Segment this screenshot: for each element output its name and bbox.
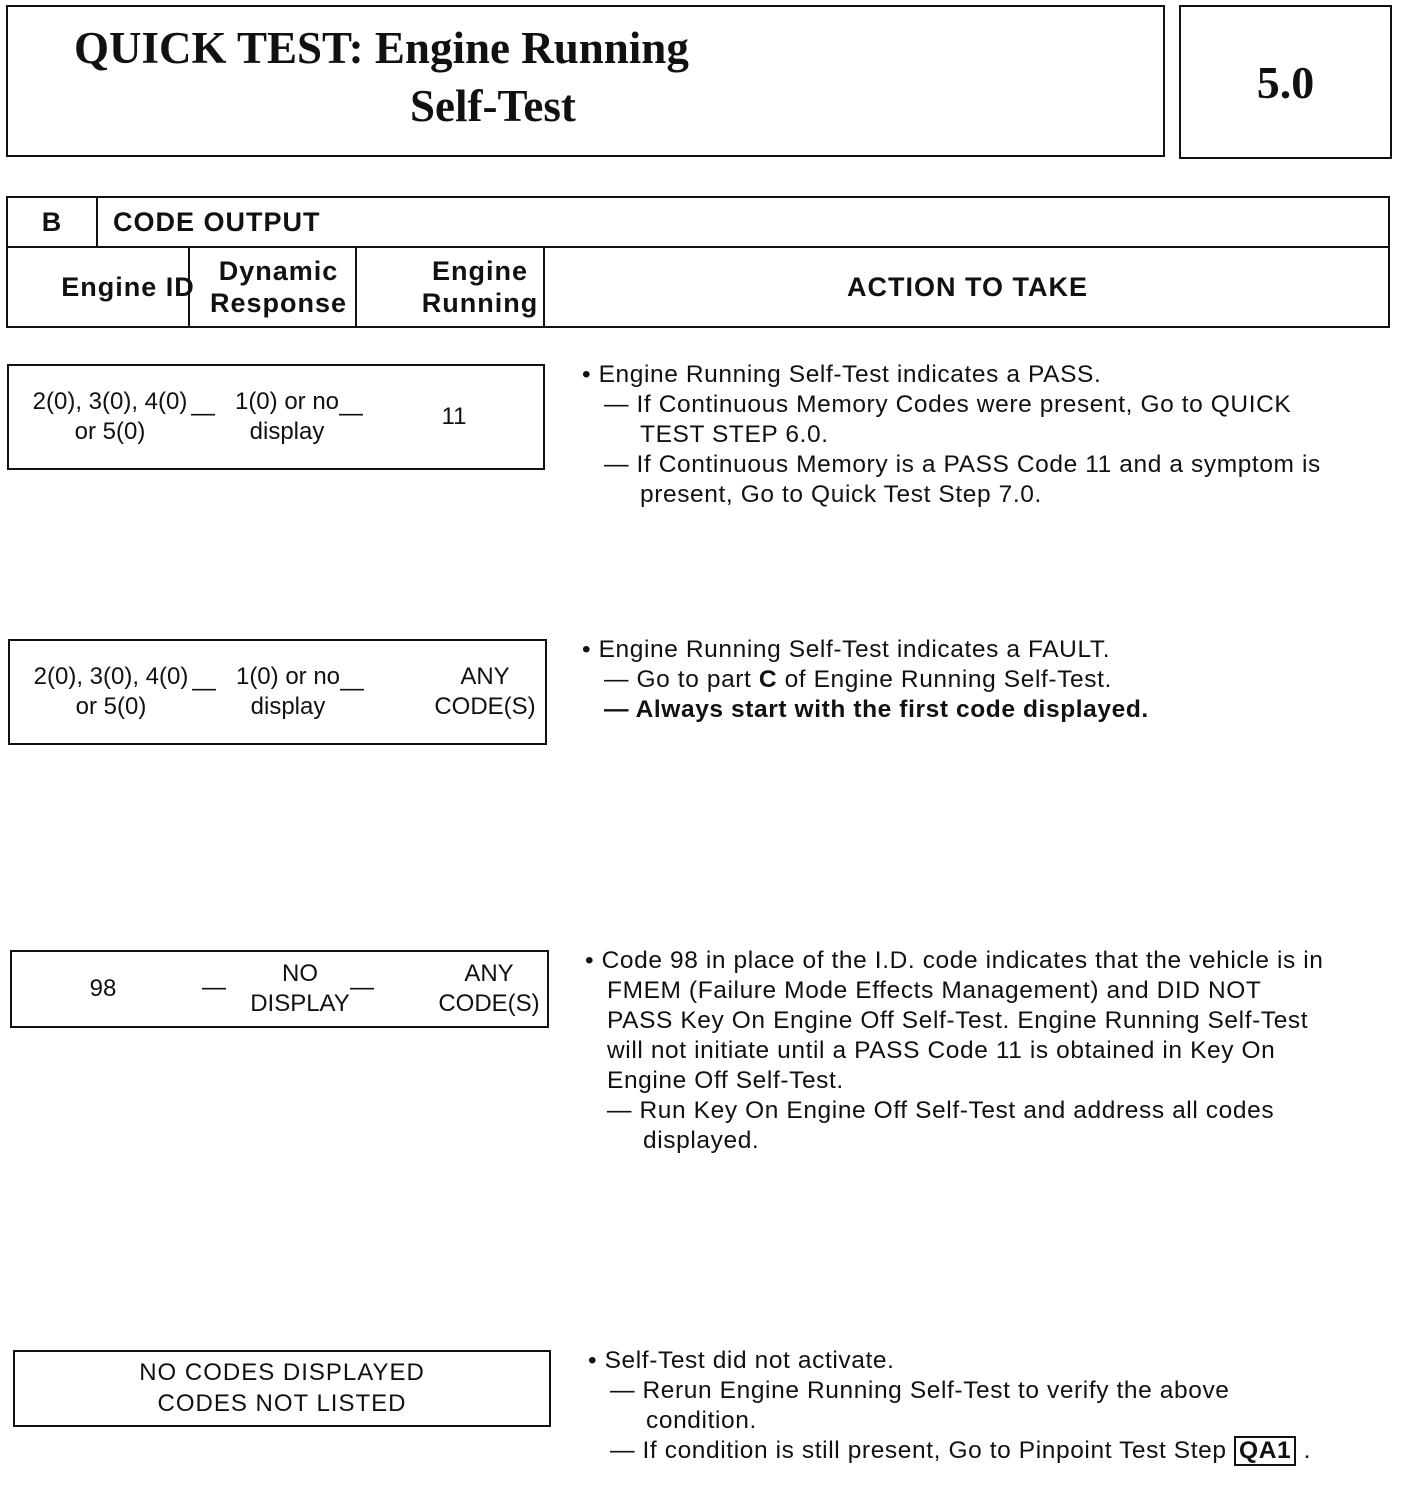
column-header-engine-id: Engine ID <box>61 272 195 302</box>
action-block <box>582 360 1322 510</box>
action-bullet: • Code 98 in place of the I.D. code indicates that the vehicle is in FMEM (Failure Mode Effects Management) and DID NOT PASS Key On Engine Off Self-Test. Engine Running Self-Test will not initiate until a PASS Code 11 is obtained in Key On Engine Off Self-Test. <box>585 947 1324 1094</box>
page-title-line1: QUICK TEST: Engine Running <box>74 23 689 73</box>
action-sub-item: — If condition is still present, Go to Pinpoint Test Step QA1 . <box>610 1437 1312 1464</box>
engine-running-value: ANY CODE(S) <box>434 663 536 720</box>
codes-not-listed-label: CODES NOT LISTED <box>157 1390 407 1417</box>
action-block <box>582 635 1322 725</box>
action-sub-item: — Rerun Engine Running Self-Test to verify the above condition. <box>610 1377 1230 1434</box>
action-sub-item: — If Continuous Memory is a PASS Code 11 and a symptom is present, Go to Quick Test Step 7.0. <box>604 451 1321 508</box>
engine-id-value: 98 <box>89 975 117 1002</box>
engine-running-value: 11 <box>441 403 467 430</box>
code-row-box <box>7 364 545 470</box>
dynamic-response-value: 1(0) or no display <box>234 388 340 445</box>
dynamic-response-value: 1(0) or no display <box>235 663 341 720</box>
dynamic-response-value: NO DISPLAY <box>250 960 350 1017</box>
action-bullet: • Engine Running Self-Test indicates a PASS. <box>582 361 1102 388</box>
dash-separator: — <box>191 400 215 427</box>
engine-id-value: 2(0), 3(0), 4(0) or 5(0) <box>32 388 188 445</box>
no-codes-label: NO CODES DISPLAYED <box>139 1359 425 1386</box>
dash-separator: — <box>340 675 364 702</box>
column-header-dynamic-response: Dynamic Response <box>209 256 348 318</box>
action-bullet: • Engine Running Self-Test indicates a FAULT. <box>582 636 1111 663</box>
table-header <box>6 196 1390 328</box>
action-sub-item: — Always start with the first code displayed. <box>604 696 1149 723</box>
dash-separator: — <box>350 974 374 1001</box>
action-sub-item: — Run Key On Engine Off Self-Test and address all codes displayed. <box>607 1097 1275 1154</box>
section-letter: B <box>41 207 63 237</box>
engine-running-value: ANY CODE(S) <box>438 960 540 1017</box>
column-header-action: ACTION TO TAKE <box>847 272 1088 302</box>
dash-separator: — <box>202 974 226 1001</box>
engine-id-value: 2(0), 3(0), 4(0) or 5(0) <box>33 663 189 720</box>
section-title: CODE OUTPUT <box>113 207 321 237</box>
code-row-box <box>8 639 547 745</box>
header-divider <box>96 198 98 246</box>
action-sub-item: — Go to part C of Engine Running Self-Test. <box>604 666 1112 693</box>
action-block <box>585 946 1330 1156</box>
step-number: 5.0 <box>1179 5 1392 159</box>
action-sub-item: — If Continuous Memory Codes were present, Go to QUICK TEST STEP 6.0. <box>604 391 1292 448</box>
dash-separator: — <box>192 675 216 702</box>
code-row-box <box>10 950 549 1028</box>
pinpoint-test-ref[interactable]: QA1 <box>1234 1436 1296 1466</box>
code-row-box <box>13 1350 551 1427</box>
action-bullet: • Self-Test did not activate. <box>588 1347 895 1374</box>
dash-separator: — <box>339 400 363 427</box>
column-header-engine-running: Engine Running <box>421 256 539 318</box>
page-title-line2: Self-Test <box>410 81 576 131</box>
action-block <box>588 1346 1333 1466</box>
